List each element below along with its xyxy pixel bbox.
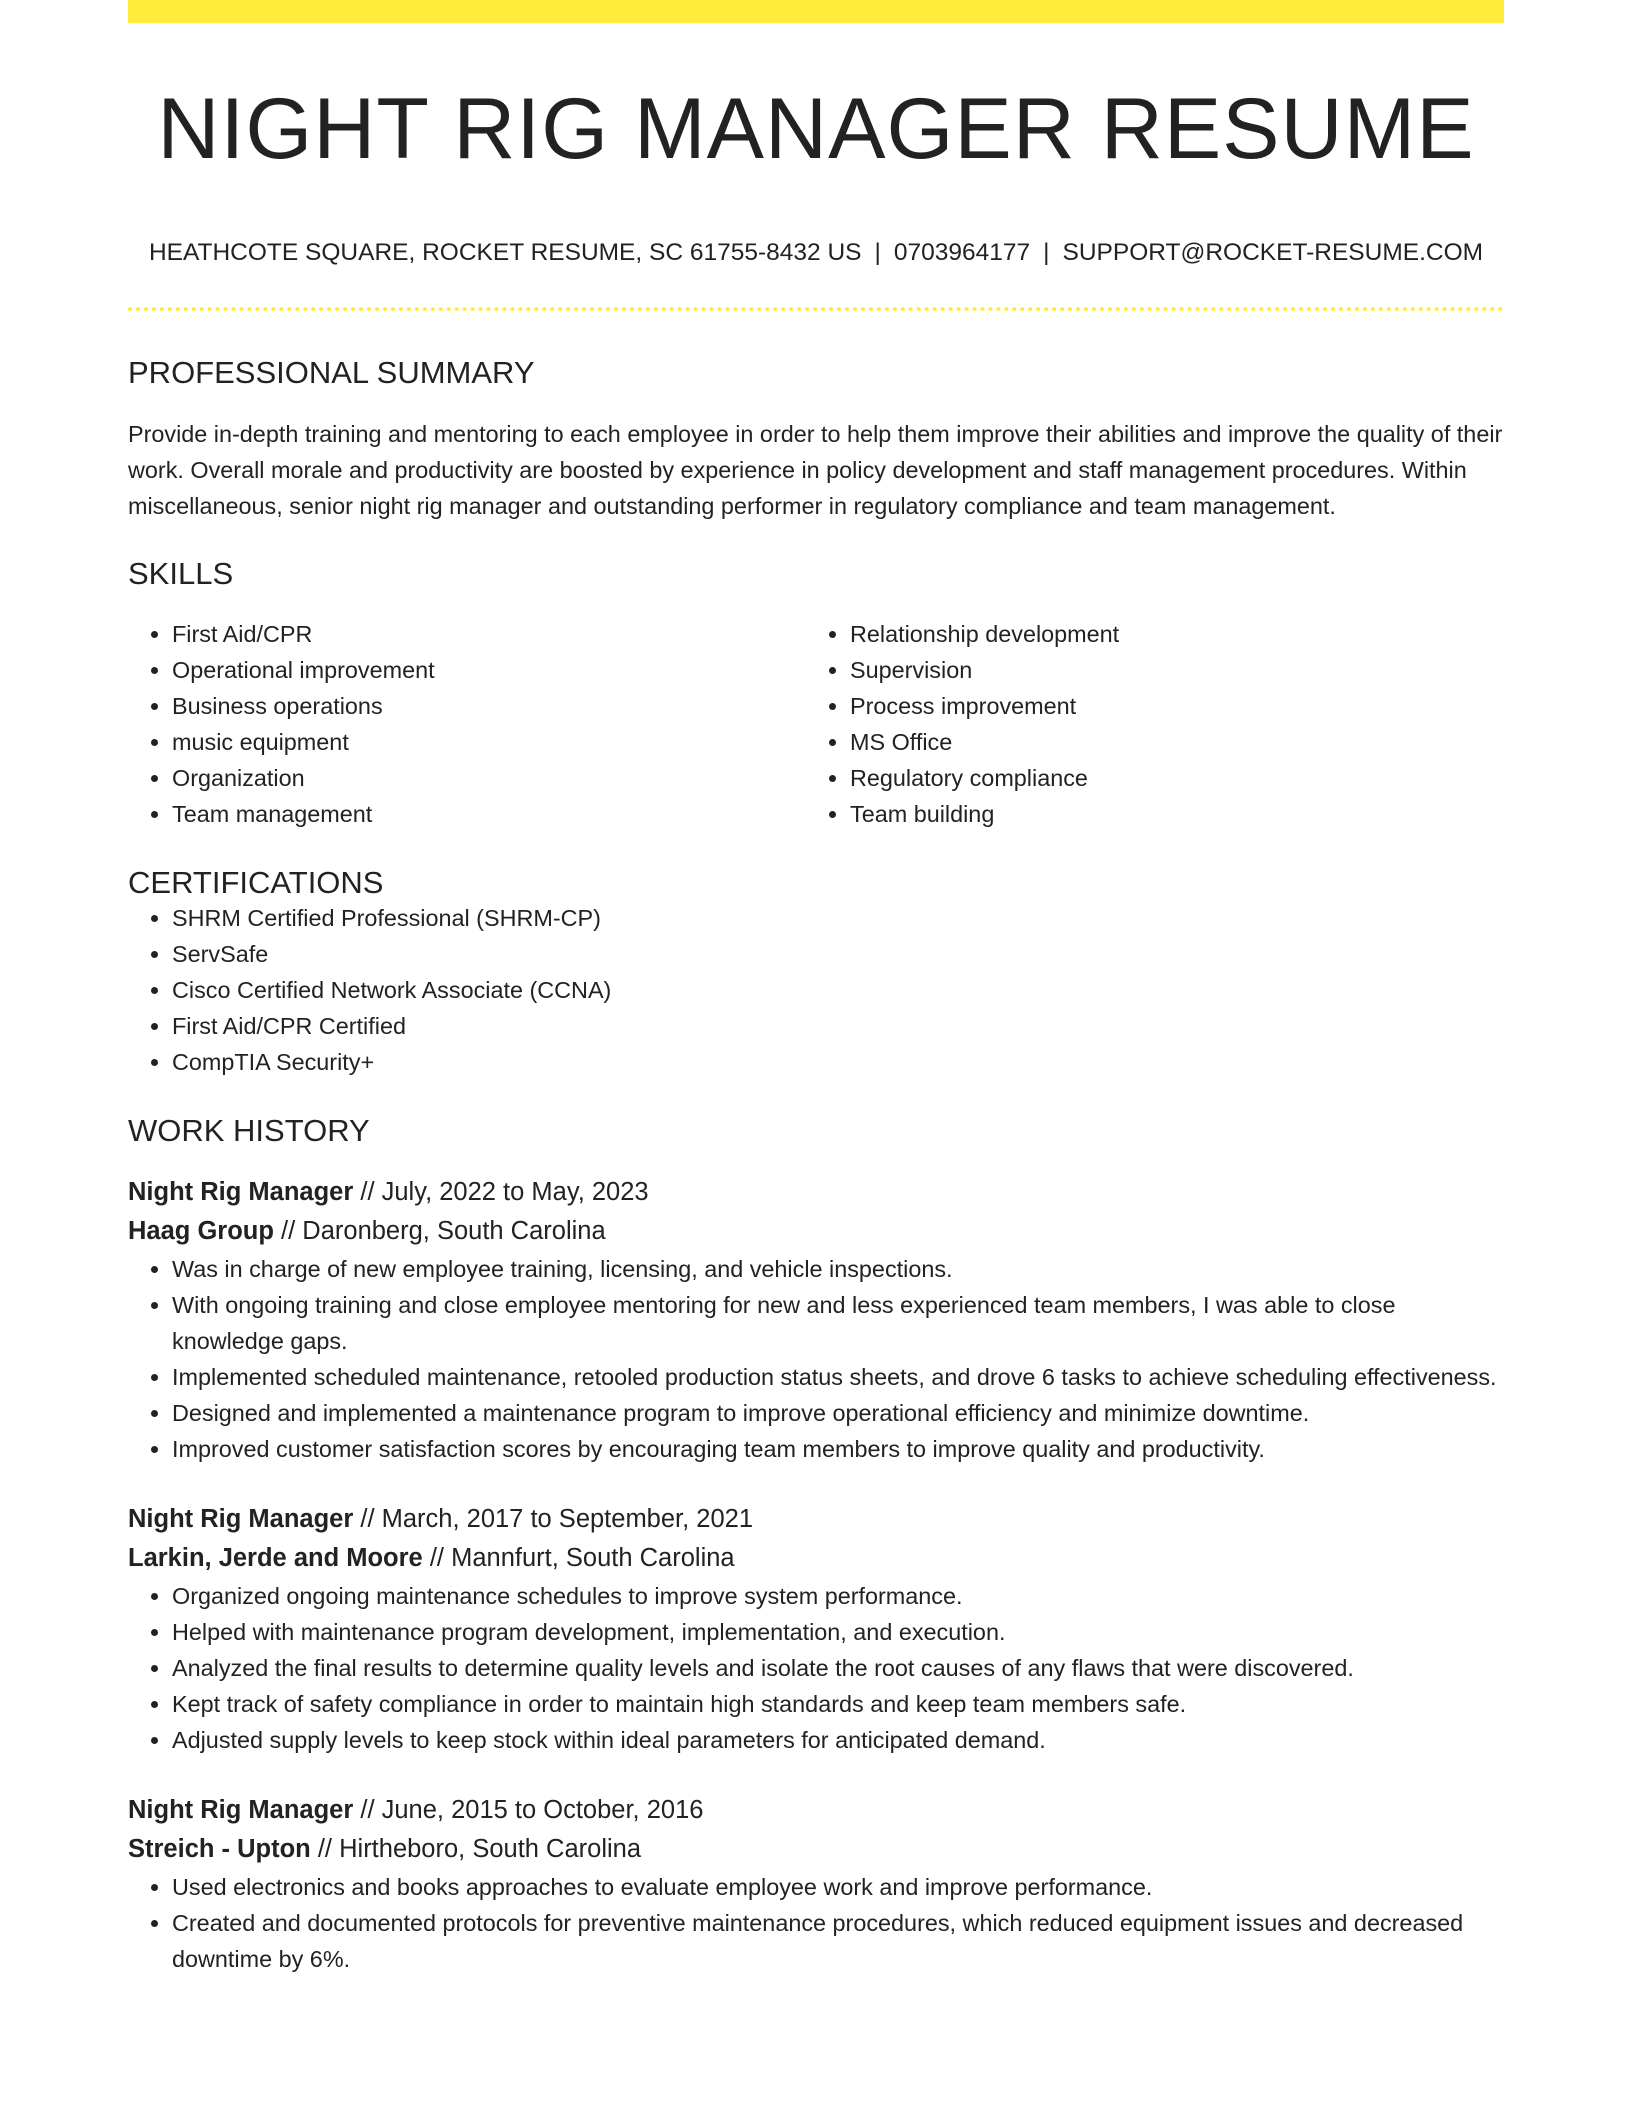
- summary-heading: PROFESSIONAL SUMMARY: [128, 355, 535, 391]
- job-bullets: [128, 1869, 1504, 1977]
- skills-grid: [128, 616, 1504, 832]
- certifications-list: [128, 900, 1504, 1080]
- skill-item: • Regulatory compliance: [850, 760, 1484, 796]
- contact-separator: |: [874, 239, 881, 266]
- job-company: Larkin, Jerde and Moore: [128, 1543, 423, 1572]
- job-bullet: • With ongoing training and close employee mentoring for new and less experienced team members, I was able to close knowledge gaps.: [172, 1287, 1504, 1359]
- job-bullet: • Helped with maintenance program development, implementation, and execution.: [172, 1614, 1504, 1650]
- skills-heading: SKILLS: [128, 556, 234, 592]
- job-bullets: [128, 1578, 1504, 1758]
- job-separator: //: [317, 1834, 333, 1863]
- job-bullet: • Organized ongoing maintenance schedules to improve system performance.: [172, 1578, 1504, 1614]
- skill-item: • Operational improvement: [172, 652, 806, 688]
- job-role-line: [128, 1500, 1504, 1539]
- header-divider: [128, 307, 1504, 311]
- job-dates: March, 2017 to September, 2021: [381, 1504, 754, 1533]
- job-company-line: [128, 1212, 1504, 1251]
- work-history-heading: WORK HISTORY: [128, 1112, 370, 1148]
- job-dates: June, 2015 to October, 2016: [381, 1795, 704, 1824]
- certification-item: • SHRM Certified Professional (SHRM-CP): [172, 900, 1504, 936]
- resume-page: [128, 0, 1504, 1977]
- contact-email: SUPPORT@ROCKET-RESUME.COM: [1062, 239, 1484, 266]
- job-role: Night Rig Manager: [128, 1504, 354, 1533]
- top-accent-bar: [128, 0, 1504, 23]
- skill-item: • music equipment: [172, 724, 806, 760]
- job-bullets: [128, 1251, 1504, 1467]
- job-location: Daronberg, South Carolina: [302, 1216, 606, 1245]
- job-role: Night Rig Manager: [128, 1177, 354, 1206]
- skills-list-right: [806, 616, 1484, 832]
- job-separator: //: [360, 1177, 375, 1206]
- job-entry: [128, 1500, 1504, 1758]
- skill-item: • Team management: [172, 796, 806, 832]
- job-bullet: • Analyzed the final results to determine quality levels and isolate the root causes of any flaws that were discovered.: [172, 1650, 1504, 1686]
- skill-item: • Relationship development: [850, 616, 1484, 652]
- skill-item: • Team building: [850, 796, 1484, 832]
- job-separator: //: [281, 1216, 296, 1245]
- job-bullet: • Used electronics and books approaches to evaluate employee work and improve performance.: [172, 1869, 1504, 1905]
- job-role-line: [128, 1791, 1504, 1830]
- job-entry: [128, 1173, 1504, 1467]
- job-company: Streich - Upton: [128, 1834, 311, 1863]
- job-location: Mannfurt, South Carolina: [451, 1543, 735, 1572]
- job-separator: //: [429, 1543, 445, 1572]
- job-separator: //: [360, 1795, 375, 1824]
- job-company-line: [128, 1830, 1504, 1869]
- job-company-line: [128, 1539, 1504, 1578]
- skill-item: • Supervision: [850, 652, 1484, 688]
- job-bullet: • Improved customer satisfaction scores by encouraging team members to improve quality and productivity.: [172, 1431, 1504, 1467]
- skill-item: • MS Office: [850, 724, 1484, 760]
- contact-line: [128, 238, 1504, 267]
- job-bullet: • Adjusted supply levels to keep stock within ideal parameters for anticipated demand.: [172, 1722, 1504, 1758]
- job-bullet: • Implemented scheduled maintenance, retooled production status sheets, and drove 6 tasks to achieve scheduling effectiveness.: [172, 1359, 1504, 1395]
- job-dates: July, 2022 to May, 2023: [381, 1177, 649, 1206]
- job-company: Haag Group: [128, 1216, 274, 1245]
- certification-item: • Cisco Certified Network Associate (CCNA): [172, 972, 1504, 1008]
- job-role: Night Rig Manager: [128, 1795, 354, 1824]
- job-bullet: • Designed and implemented a maintenance program to improve operational efficiency and minimize downtime.: [172, 1395, 1504, 1431]
- skill-item: • Business operations: [172, 688, 806, 724]
- skill-item: • Organization: [172, 760, 806, 796]
- job-bullet: • Was in charge of new employee training, licensing, and vehicle inspections.: [172, 1251, 1504, 1287]
- certification-item: • CompTIA Security+: [172, 1044, 1504, 1080]
- job-separator: //: [360, 1504, 375, 1533]
- resume-title: NIGHT RIG MANAGER RESUME: [157, 81, 1475, 177]
- skills-list-left: [128, 616, 806, 832]
- job-bullet: • Created and documented protocols for preventive maintenance procedures, which reduced equipment issues and decreased downtime by 6%.: [172, 1905, 1504, 1977]
- contact-address: HEATHCOTE SQUARE, ROCKET RESUME, SC 61755-8432 US: [148, 239, 862, 266]
- skill-item: • Process improvement: [850, 688, 1484, 724]
- certification-item: • First Aid/CPR Certified: [172, 1008, 1504, 1044]
- skill-item: • First Aid/CPR: [172, 616, 806, 652]
- contact-separator: |: [1043, 239, 1050, 266]
- job-role-line: [128, 1173, 1504, 1212]
- certification-item: • ServSafe: [172, 936, 1504, 972]
- job-bullet: • Kept track of safety compliance in order to maintain high standards and keep team members safe.: [172, 1686, 1504, 1722]
- job-entry: [128, 1791, 1504, 1977]
- job-location: Hirtheboro, South Carolina: [339, 1834, 642, 1863]
- certifications-heading: CERTIFICATIONS: [128, 864, 384, 900]
- contact-phone: 0703964177: [893, 239, 1031, 266]
- summary-text: Provide in-depth training and mentoring to each employee in order to help them improve their abilities and improve the quality of their work. Overall morale and productivity are boosted by experience in policy development and staff management procedures. Within miscellaneous, senior night rig manager and outstanding performer in regulatory compliance and team management.: [128, 421, 1503, 520]
